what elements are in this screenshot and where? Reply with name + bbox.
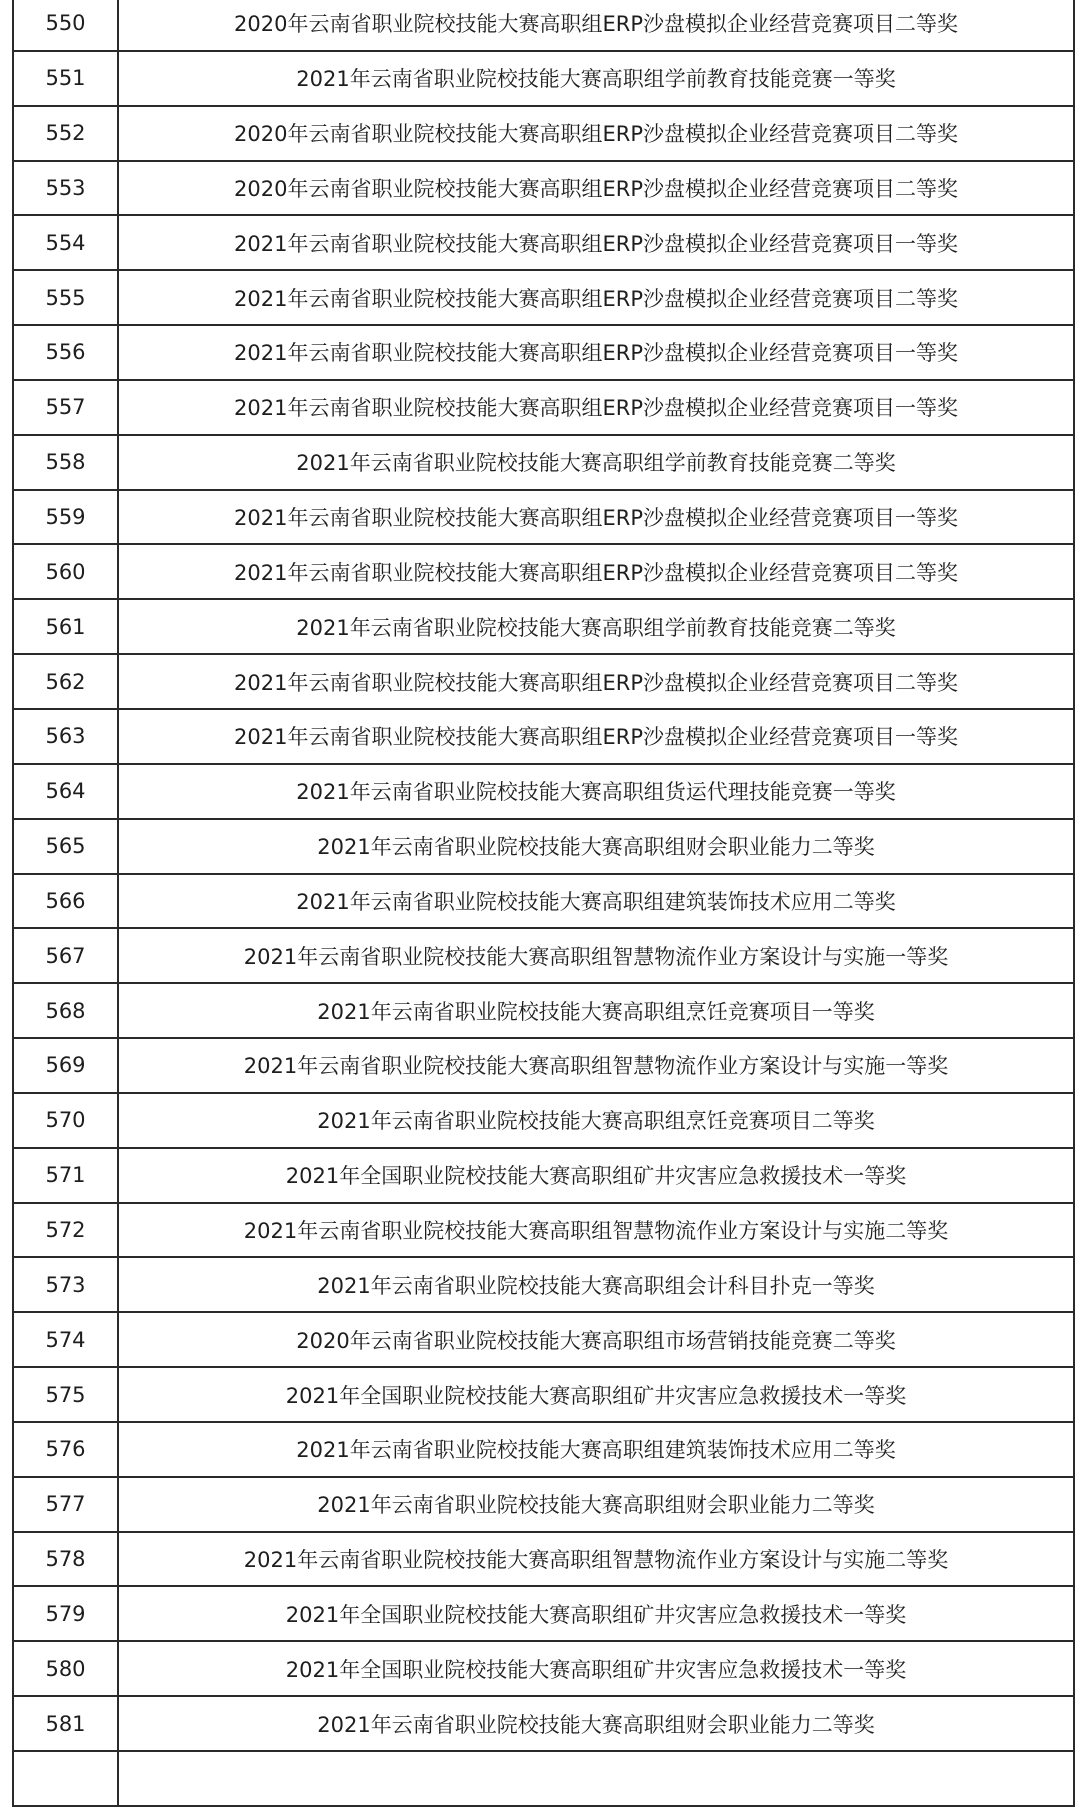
row-number (13, 1751, 118, 1806)
row-number: 576 (13, 1422, 118, 1477)
award-name: 2021年云南省职业院校技能大赛高职组学前教育技能竞赛二等奖 (118, 435, 1074, 490)
row-number: 551 (13, 51, 118, 106)
award-name: 2021年云南省职业院校技能大赛高职组ERP沙盘模拟企业经营竞赛项目二等奖 (118, 544, 1074, 599)
awards-table (12, 0, 1075, 1807)
table-row (13, 325, 1074, 380)
award-name: 2021年云南省职业院校技能大赛高职组学前教育技能竞赛一等奖 (118, 51, 1074, 106)
table-row (13, 435, 1074, 490)
award-name: 2021年云南省职业院校技能大赛高职组ERP沙盘模拟企业经营竞赛项目二等奖 (118, 270, 1074, 325)
row-number: 571 (13, 1148, 118, 1203)
table-row (13, 215, 1074, 270)
table-row (13, 764, 1074, 819)
award-name (118, 1751, 1074, 1806)
row-number: 566 (13, 874, 118, 929)
award-name: 2020年云南省职业院校技能大赛高职组ERP沙盘模拟企业经营竞赛项目二等奖 (118, 0, 1074, 51)
table-row (13, 1203, 1074, 1258)
row-number: 558 (13, 435, 118, 490)
table-row (13, 270, 1074, 325)
award-name: 2021年云南省职业院校技能大赛高职组ERP沙盘模拟企业经营竞赛项目一等奖 (118, 325, 1074, 380)
award-name: 2021年全国职业院校技能大赛高职组矿井灾害应急救援技术一等奖 (118, 1586, 1074, 1641)
table-row (13, 1696, 1074, 1751)
table-row (13, 1586, 1074, 1641)
award-name: 2021年云南省职业院校技能大赛高职组ERP沙盘模拟企业经营竞赛项目一等奖 (118, 709, 1074, 764)
table-row (13, 928, 1074, 983)
table-row (13, 1477, 1074, 1532)
award-name: 2021年全国职业院校技能大赛高职组矿井灾害应急救援技术一等奖 (118, 1367, 1074, 1422)
award-name: 2021年云南省职业院校技能大赛高职组ERP沙盘模拟企业经营竞赛项目一等奖 (118, 490, 1074, 545)
row-number: 552 (13, 106, 118, 161)
table-row (13, 544, 1074, 599)
row-number: 559 (13, 490, 118, 545)
row-number: 555 (13, 270, 118, 325)
row-number: 572 (13, 1203, 118, 1258)
award-name: 2021年云南省职业院校技能大赛高职组智慧物流作业方案设计与实施一等奖 (118, 1038, 1074, 1093)
table-row (13, 1367, 1074, 1422)
row-number: 581 (13, 1696, 118, 1751)
table-row (13, 1038, 1074, 1093)
award-name: 2021年云南省职业院校技能大赛高职组建筑装饰技术应用二等奖 (118, 874, 1074, 929)
row-number: 560 (13, 544, 118, 599)
table-row (13, 983, 1074, 1038)
award-name: 2020年云南省职业院校技能大赛高职组ERP沙盘模拟企业经营竞赛项目二等奖 (118, 106, 1074, 161)
row-number: 565 (13, 819, 118, 874)
award-name: 2021年云南省职业院校技能大赛高职组财会职业能力二等奖 (118, 1477, 1074, 1532)
row-number: 569 (13, 1038, 118, 1093)
table-row (13, 1532, 1074, 1587)
table-row-partial (13, 1751, 1074, 1806)
row-number: 568 (13, 983, 118, 1038)
table-row (13, 161, 1074, 216)
table-row (13, 0, 1074, 51)
table-row (13, 490, 1074, 545)
award-name: 2021年云南省职业院校技能大赛高职组智慧物流作业方案设计与实施二等奖 (118, 1203, 1074, 1258)
award-name: 2021年云南省职业院校技能大赛高职组智慧物流作业方案设计与实施二等奖 (118, 1532, 1074, 1587)
award-name: 2020年云南省职业院校技能大赛高职组市场营销技能竞赛二等奖 (118, 1312, 1074, 1367)
row-number: 564 (13, 764, 118, 819)
award-name: 2021年云南省职业院校技能大赛高职组财会职业能力二等奖 (118, 819, 1074, 874)
award-name: 2021年全国职业院校技能大赛高职组矿井灾害应急救援技术一等奖 (118, 1148, 1074, 1203)
award-name: 2021年云南省职业院校技能大赛高职组建筑装饰技术应用二等奖 (118, 1422, 1074, 1477)
award-name: 2021年云南省职业院校技能大赛高职组学前教育技能竞赛二等奖 (118, 599, 1074, 654)
row-number: 563 (13, 709, 118, 764)
award-name: 2021年云南省职业院校技能大赛高职组烹饪竞赛项目二等奖 (118, 1093, 1074, 1148)
table-row (13, 380, 1074, 435)
award-name: 2021年云南省职业院校技能大赛高职组烹饪竞赛项目一等奖 (118, 983, 1074, 1038)
award-name: 2021年全国职业院校技能大赛高职组矿井灾害应急救援技术一等奖 (118, 1641, 1074, 1696)
award-name: 2021年云南省职业院校技能大赛高职组ERP沙盘模拟企业经营竞赛项目一等奖 (118, 215, 1074, 270)
row-number: 557 (13, 380, 118, 435)
row-number: 556 (13, 325, 118, 380)
table-row (13, 819, 1074, 874)
row-number: 577 (13, 1477, 118, 1532)
row-number: 575 (13, 1367, 118, 1422)
award-name: 2021年云南省职业院校技能大赛高职组智慧物流作业方案设计与实施一等奖 (118, 928, 1074, 983)
award-name: 2021年云南省职业院校技能大赛高职组财会职业能力二等奖 (118, 1696, 1074, 1751)
row-number: 562 (13, 654, 118, 709)
award-name: 2021年云南省职业院校技能大赛高职组货运代理技能竞赛一等奖 (118, 764, 1074, 819)
row-number: 580 (13, 1641, 118, 1696)
table-row (13, 1641, 1074, 1696)
table-row (13, 874, 1074, 929)
row-number: 553 (13, 161, 118, 216)
row-number: 574 (13, 1312, 118, 1367)
table-row (13, 51, 1074, 106)
row-number: 579 (13, 1586, 118, 1641)
row-number: 570 (13, 1093, 118, 1148)
award-name: 2020年云南省职业院校技能大赛高职组ERP沙盘模拟企业经营竞赛项目二等奖 (118, 161, 1074, 216)
award-name: 2021年云南省职业院校技能大赛高职组会计科目扑克一等奖 (118, 1257, 1074, 1312)
row-number: 561 (13, 599, 118, 654)
table-row (13, 1257, 1074, 1312)
row-number: 550 (13, 0, 118, 51)
table-row (13, 1093, 1074, 1148)
table-row (13, 1312, 1074, 1367)
row-number: 578 (13, 1532, 118, 1587)
table-row (13, 599, 1074, 654)
table-row (13, 106, 1074, 161)
table-row (13, 1422, 1074, 1477)
row-number: 573 (13, 1257, 118, 1312)
row-number: 554 (13, 215, 118, 270)
row-number: 567 (13, 928, 118, 983)
award-name: 2021年云南省职业院校技能大赛高职组ERP沙盘模拟企业经营竞赛项目一等奖 (118, 380, 1074, 435)
table-row (13, 654, 1074, 709)
table-row (13, 1148, 1074, 1203)
table-row (13, 709, 1074, 764)
award-name: 2021年云南省职业院校技能大赛高职组ERP沙盘模拟企业经营竞赛项目二等奖 (118, 654, 1074, 709)
